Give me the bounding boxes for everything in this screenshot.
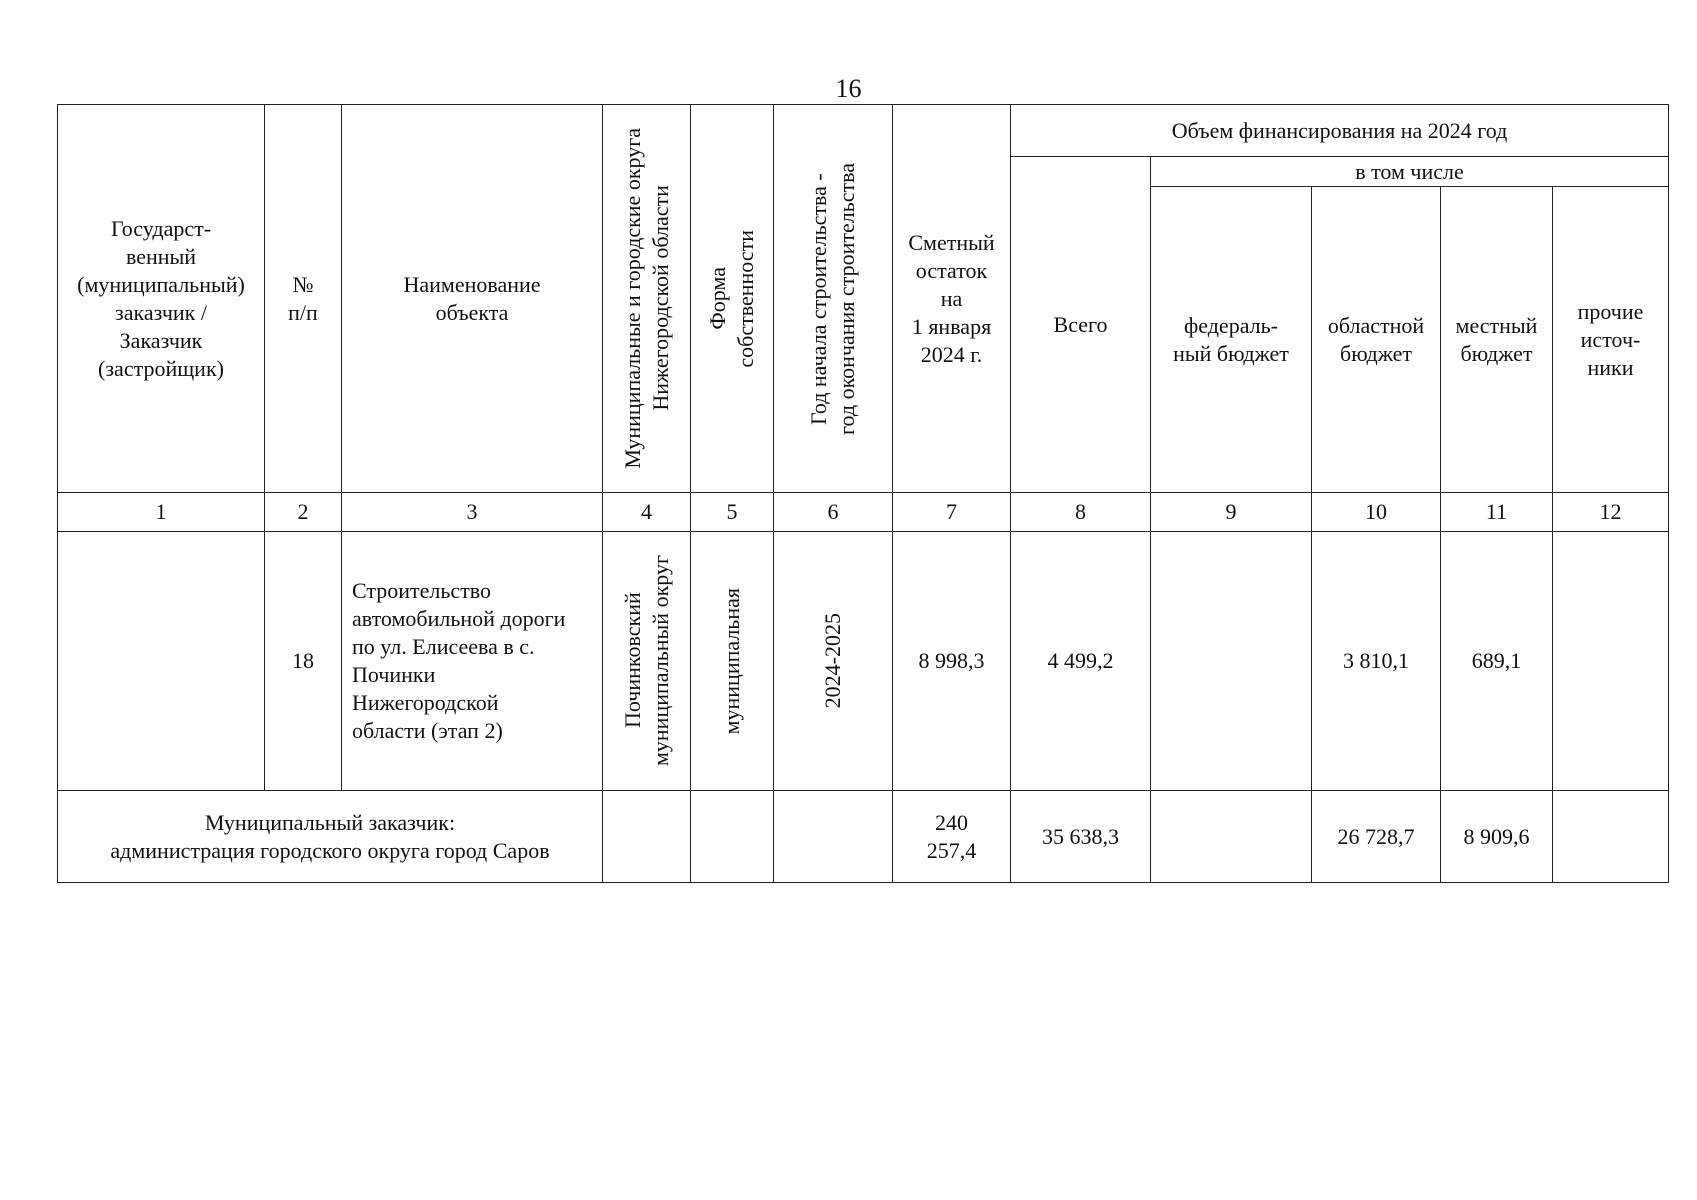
column-number: 4 bbox=[603, 493, 691, 532]
summary-local: 8 909,6 bbox=[1441, 791, 1553, 883]
column-number: 5 bbox=[691, 493, 774, 532]
summary-ownership bbox=[691, 791, 774, 883]
header-ownership-text: Форма собственности bbox=[705, 229, 758, 368]
summary-row bbox=[58, 791, 1669, 883]
column-number: 11 bbox=[1441, 493, 1553, 532]
summary-years bbox=[774, 791, 893, 883]
header-num: № п/п bbox=[265, 105, 342, 493]
row-years bbox=[774, 532, 893, 791]
summary-municipal bbox=[603, 791, 691, 883]
header-remainder: Сметный остаток на 1 января 2024 г. bbox=[893, 105, 1011, 493]
row-remainder: 8 998,3 bbox=[893, 532, 1011, 791]
row-regional: 3 810,1 bbox=[1312, 532, 1441, 791]
header-years-text: Год начала строительства - год окончания строительства bbox=[806, 162, 859, 435]
row-municipal-text: Починковский муниципальный округ bbox=[619, 555, 673, 767]
row-total: 4 499,2 bbox=[1011, 532, 1151, 791]
page-number: 16 bbox=[835, 74, 862, 103]
header-row bbox=[58, 105, 1669, 157]
summary-federal bbox=[1151, 791, 1312, 883]
summary-label: Муниципальный заказчик: администрация городского округа город Саров bbox=[58, 791, 603, 883]
column-numbers-row bbox=[58, 493, 1669, 532]
investment-table bbox=[57, 104, 1669, 883]
header-customer: Государст- венный (муниципальный) заказчик / Заказчик (застройщик) bbox=[58, 105, 265, 493]
summary-total: 35 638,3 bbox=[1011, 791, 1151, 883]
row-other bbox=[1553, 532, 1669, 791]
header-regional: областной бюджет bbox=[1312, 187, 1441, 493]
header-object-name: Наименование объекта bbox=[342, 105, 603, 493]
header-financing: Объем финансирования на 2024 год bbox=[1011, 105, 1669, 157]
row-federal bbox=[1151, 532, 1312, 791]
row-ownership-text: муниципальная bbox=[719, 587, 744, 735]
row-customer bbox=[58, 532, 265, 791]
header-total: Всего bbox=[1011, 157, 1151, 493]
header-municipal-text: Муниципальные и городские округа Нижегородской области bbox=[619, 128, 673, 469]
row-ownership bbox=[691, 532, 774, 791]
row-years-text: 2024-2025 bbox=[820, 613, 845, 709]
header-including: в том числе bbox=[1151, 157, 1669, 187]
header-ownership bbox=[691, 105, 774, 493]
column-number: 12 bbox=[1553, 493, 1669, 532]
summary-remainder: 240 257,4 bbox=[893, 791, 1011, 883]
summary-other bbox=[1553, 791, 1669, 883]
table-row bbox=[58, 532, 1669, 791]
row-object-name: Строительство автомобильной дороги по ул. Елисеева в с. Починки Нижегородской области (этап 2) bbox=[342, 532, 603, 791]
row-num: 18 bbox=[265, 532, 342, 791]
column-number: 10 bbox=[1312, 493, 1441, 532]
header-years bbox=[774, 105, 893, 493]
summary-regional: 26 728,7 bbox=[1312, 791, 1441, 883]
row-municipal bbox=[603, 532, 691, 791]
header-local: местный бюджет bbox=[1441, 187, 1553, 493]
header-other: прочие источ- ники bbox=[1553, 187, 1669, 493]
column-number: 2 bbox=[265, 493, 342, 532]
column-number: 6 bbox=[774, 493, 893, 532]
column-number: 8 bbox=[1011, 493, 1151, 532]
row-local: 689,1 bbox=[1441, 532, 1553, 791]
column-number: 9 bbox=[1151, 493, 1312, 532]
column-number: 3 bbox=[342, 493, 603, 532]
header-municipal bbox=[603, 105, 691, 493]
column-number: 7 bbox=[893, 493, 1011, 532]
header-federal: федераль- ный бюджет bbox=[1151, 187, 1312, 493]
column-number: 1 bbox=[58, 493, 265, 532]
